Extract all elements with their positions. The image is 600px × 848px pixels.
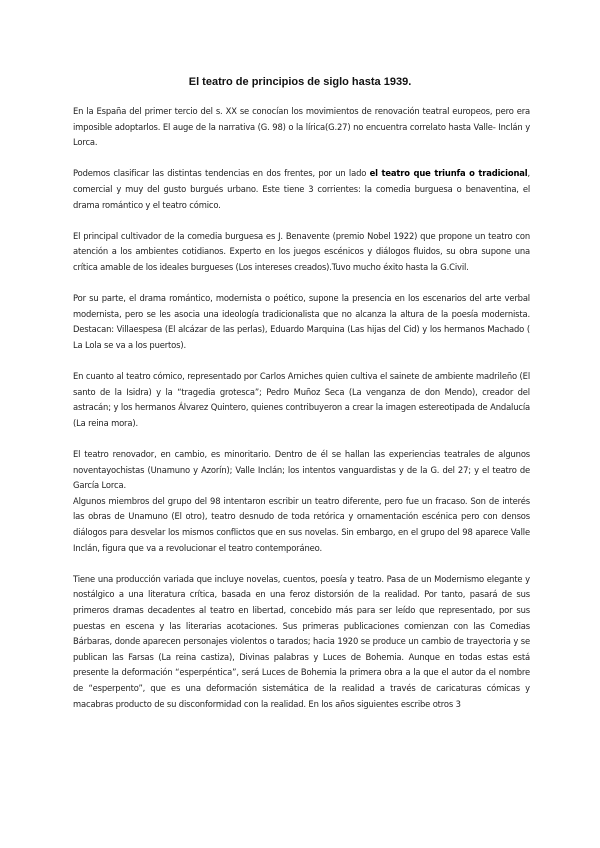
paragraph-tendencias-text-start: Podemos clasificar las distintas tendencias en dos frentes, por un lado	[73, 168, 370, 179]
paragraph-intro: En la España del primer tercio del s. XX se conocían los movimientos de renovación teatral europeos, pero era imposible adoptarlos. El auge de la narrativa (G. 98) o la lírica(G.27) no encuentra correlato hasta Valle- Inclán y Lorca.	[73, 106, 530, 148]
paragraph-teatro-comico: En cuanto al teatro cómico, representado por Carlos Arniches quien cultiva el sainete de ambiente madrileño (El santo de la Isidra) y la “tragedia grotesca”; Pedro Muñoz Seca (La venganza de don Mendo), creador del astracán; y los hermanos Álvarez Quintero, quienes contribuyeron a crear la imagen estereotipada de Andalucía (La reina mora).	[73, 371, 530, 428]
paragraph-benavente: El principal cultivador de la comedia burguesa es J. Benavente (premio Nobel 1922) que propone un teatro con atención a los ambientes cotidianos. Experto en los juegos escénicos y diálogos fluidos, su obra supone una crítica amable de los ideales burgueses (Los intereses creados).Tuvo mucho éxito hasta la G.Civil.	[73, 230, 530, 272]
paragraph-tendencias-bold: el teatro que triunfa o tradicional	[369, 168, 528, 179]
paragraph-tendencias	[73, 166, 530, 213]
paragraph-tendencias-text-end: , comercial y muy del gusto burgués urbano. Este tiene 3 corrientes: la comedia burguesa o benaventina, el drama romántico y el teatro cómico.	[73, 168, 530, 210]
paragraph-grupo-98: Algunos miembros del grupo del 98 intentaron escribir un teatro diferente, pero fue un fracaso. Son de interés las obras de Unamuno (El otro), teatro desnudo de toda retórica y ornamentación escénica pero con densos diálogos para desvelar los mismos conflictos que en sus novelas. Sin embargo, en el grupo del 98 aparece Valle Inclán, figura que va a revolucionar el teatro contemporáneo.	[73, 495, 530, 553]
paragraph-teatro-renovador: El teatro renovador, en cambio, es minoritario. Dentro de él se hallan las experiencias teatrales de algunos noventayochistas (Unamuno y Azorín); Valle Inclán; los intentos vanguardistas y de la G. del 27; y el teatro de García Lorca.	[73, 449, 530, 491]
document-body	[73, 104, 530, 728]
document-title: El teatro de principios de siglo hasta 1939.	[188, 76, 412, 88]
paragraph-drama-romantico: Por su parte, el drama romántico, modernista o poético, supone la presencia en los escenarios del arte verbal modernista, pero se les asocia una ideología tradicionalista que no alcanza la altura de la poesía modernista. Destacan: Villaespesa (El alcázar de las perlas), Eduardo Marquina (Las hijas del Cid) y los hermanos Machado ( La Lola se va a los puertos).	[73, 293, 530, 350]
paragraph-valle-inclan: Tiene una producción variada que incluye novelas, cuentos, poesía y teatro. Pasa de un Modernismo elegante y nostálgico a una literatura crítica, basada en una feroz distorsión de la realidad. Por tanto, pasará de sus primeros dramas decadentes al teatro en libertad, concebido más para ser leído que representado, por sus puestas en escena y las literarias acotaciones. Sus primeras publicaciones comienzan con las Comedias Bárbaras, donde aparecen personajes violentos o tarados; hacia 1920 se produce un cambio de trayectoria y se publican las Farsas (La reina castiza), Divinas palabras y Luces de Bohemia. Aunque en todas estas está presente la deformación “esperpéntica”, será Luces de Bohemia la primera obra a la que el autor da el nombre de “esperpento”, que es una deformación sistemática de la realidad a través de caricaturas cómicas y macabras producto de su disconformidad con la realidad. En los años siguientes escribe otros 3	[73, 573, 530, 709]
